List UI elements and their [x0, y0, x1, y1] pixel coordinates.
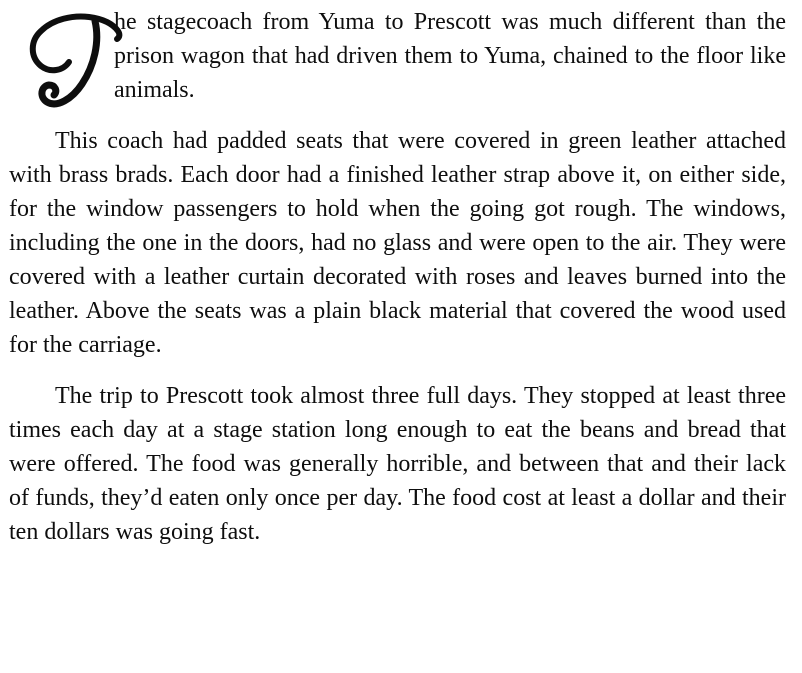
paragraph-coach-description: This coach had padded seats that were covered in green leather attached with brass brads. Each door had a finished leather strap above it, on either side, for the window passengers to hold when the going got rough. The windows, including the one in the doors, had no glass and were open to the air. They were covered with a leather curtain decorated with roses and leaves burned into the leather. Above the seats was a plain black material that covered the wood used for the carriage. — [9, 128, 786, 358]
paragraph-trip-description: The trip to Prescott took almost three full days. They stopped at least three times each day at a stage station long enough to eat the beans and bread that were offered. The food was generally horrible, and between that and their lack of funds, they’d eaten only once per day. The food cost at least a dollar and their ten dollars was going fast. — [9, 383, 786, 545]
script-letter-t-icon — [11, 8, 107, 105]
drop-cap — [11, 8, 107, 105]
paragraph-opening — [9, 5, 786, 107]
paragraph-opening-text: he stagecoach from Yuma to Prescott was much different than the prison wagon that had driven them to Yuma, chained to the floor like animals. — [114, 9, 786, 103]
